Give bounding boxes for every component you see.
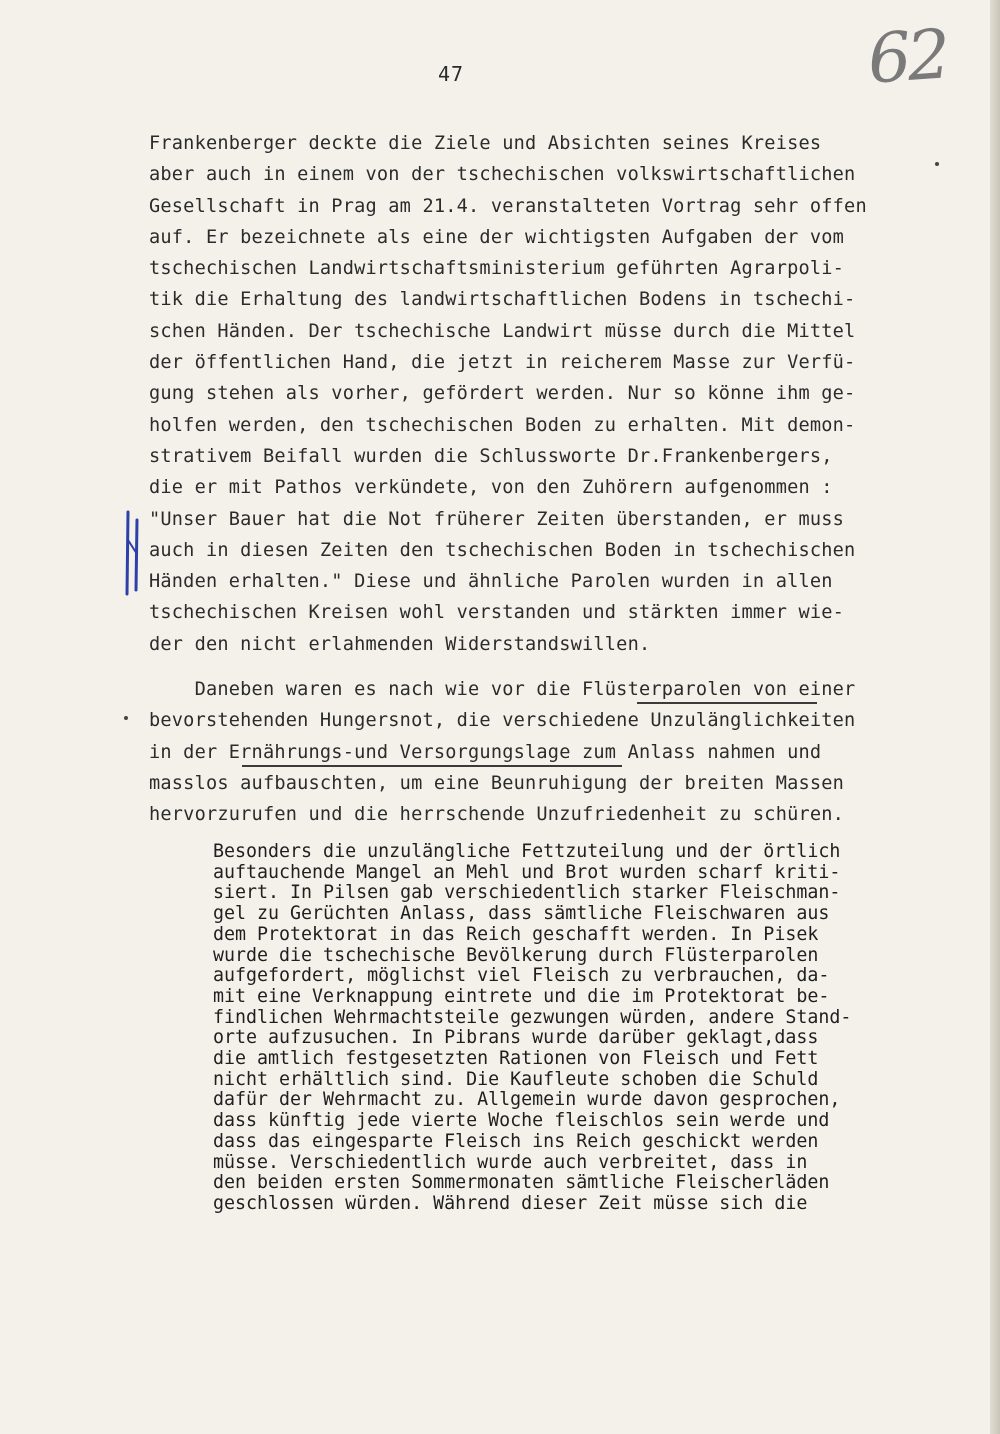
text-line: gung stehen als vorher, gefördert werden. Nur so könne ihm ge- — [149, 383, 856, 405]
text-line: dem Protektorat in das Reich geschafft werden. In Pisek — [213, 923, 819, 945]
text-line: die amtlich festgesetzten Rationen von Fleisch und Fett — [213, 1048, 819, 1070]
text-line: der öffentlichen Hand, die jetzt in reicherem Masse zur Verfü- — [149, 352, 856, 374]
text-line: der den nicht erlahmenden Widerstandswillen. — [149, 633, 651, 655]
text-line: in der Ernährungs-und Versorgungslage zum Anlass nahmen und — [149, 741, 822, 763]
text-line: auf. Er bezeichnete als eine der wichtigsten Aufgaben der vom — [149, 226, 845, 248]
text-line: Händen erhalten." Diese und ähnliche Parolen wurden in allen — [149, 571, 833, 593]
text-line: auch in diesen Zeiten den tschechischen Boden in tschechischen — [149, 539, 856, 561]
text-line: müsse. Verschiedentlich wurde auch verbreitet, dass in — [213, 1151, 808, 1173]
underline-ernaehrung — [242, 765, 622, 767]
text-line: wurde die tschechische Bevölkerung durch Flüsterparolen — [213, 944, 819, 966]
stray-dot — [935, 162, 939, 166]
text-line: findlichen Wehrmachtsteile gezwungen würden, andere Stand- — [213, 1006, 852, 1028]
body-paragraph — [149, 674, 855, 830]
archive-folio-number: 62 — [865, 15, 950, 100]
text-line: strativem Beifall wurden die Schlussworte Dr.Frankenbergers, — [149, 445, 833, 467]
page-number: 47 — [438, 62, 465, 86]
text-line: dafür der Wehrmacht zu. Allgemein wurde davon gesprochen, — [213, 1089, 841, 1111]
text-line: aufgefordert, möglichst viel Fleisch zu verbrauchen, da- — [213, 965, 830, 987]
text-line: mit eine Verknappung eintrete und die im Protektorat be- — [213, 985, 830, 1007]
text-line: holfen werden, den tschechischen Boden zu erhalten. Mit demon- — [149, 414, 856, 436]
text-line: den beiden ersten Sommermonaten sämtliche Fleischerläden — [213, 1172, 830, 1194]
text-line: "Unser Bauer hat die Not früherer Zeiten überstanden, er muss — [149, 508, 845, 530]
underline-fluesterparolen — [637, 702, 817, 704]
margin-mark-icon — [124, 510, 148, 596]
text-line: tschechischen Landwirtschaftsministerium geführten Agrarpoli- — [149, 258, 845, 280]
stray-dot — [124, 716, 128, 720]
text-line: orte aufzusuchen. In Pibrans wurde darüber geklagt,dass — [213, 1027, 819, 1049]
text-line: bevorstehenden Hungersnot, die verschiedene Unzulänglichkeiten — [149, 710, 856, 732]
text-line: dass künftig jede vierte Woche fleischlos sein werde und — [213, 1110, 830, 1132]
text-line: Besonders die unzulängliche Fettzuteilung und der örtlich — [213, 841, 841, 862]
text-line: geschlossen würden. Während dieser Zeit müsse sich die — [213, 1192, 808, 1214]
text-line: Daneben waren es nach wie vor die Flüsterparolen von einer — [149, 679, 856, 700]
text-line: aber auch in einem von der tschechischen volkswirtschaftlichen — [149, 164, 856, 186]
text-line: schen Händen. Der tschechische Landwirt müsse durch die Mittel — [149, 320, 856, 342]
text-line: tschechischen Kreisen wohl verstanden und stärkten immer wie- — [149, 602, 845, 624]
text-line: tik die Erhaltung des landwirtschaftlichen Bodens in tschechi- — [149, 289, 856, 311]
text-line: Frankenberger deckte die Ziele und Absichten seines Kreises — [149, 133, 822, 154]
text-line: gel zu Gerüchten Anlass, dass sämtliche Fleischwaren aus — [213, 903, 830, 925]
text-line: masslos aufbauschten, um eine Beunruhigung der breiten Massen — [149, 772, 845, 794]
body-paragraph — [149, 128, 867, 660]
text-line: die er mit Pathos verkündete, von den Zuhörern aufgenommen : — [149, 477, 833, 499]
text-line: Gesellschaft in Prag am 21.4. veranstalteten Vortrag sehr offen — [149, 195, 867, 217]
text-line: nicht erhältlich sind. Die Kaufleute schoben die Schuld — [213, 1068, 819, 1090]
text-line: hervorzurufen und die herrschende Unzufriedenheit zu schüren. — [149, 804, 845, 826]
text-line: siert. In Pilsen gab verschiedentlich starker Fleischman- — [213, 882, 841, 904]
text-line: dass das eingesparte Fleisch ins Reich geschickt werden — [213, 1130, 819, 1152]
text-line: auftauchende Mangel an Mehl und Brot wurden scharf kriti- — [213, 861, 841, 883]
indented-paragraph — [213, 842, 851, 1215]
